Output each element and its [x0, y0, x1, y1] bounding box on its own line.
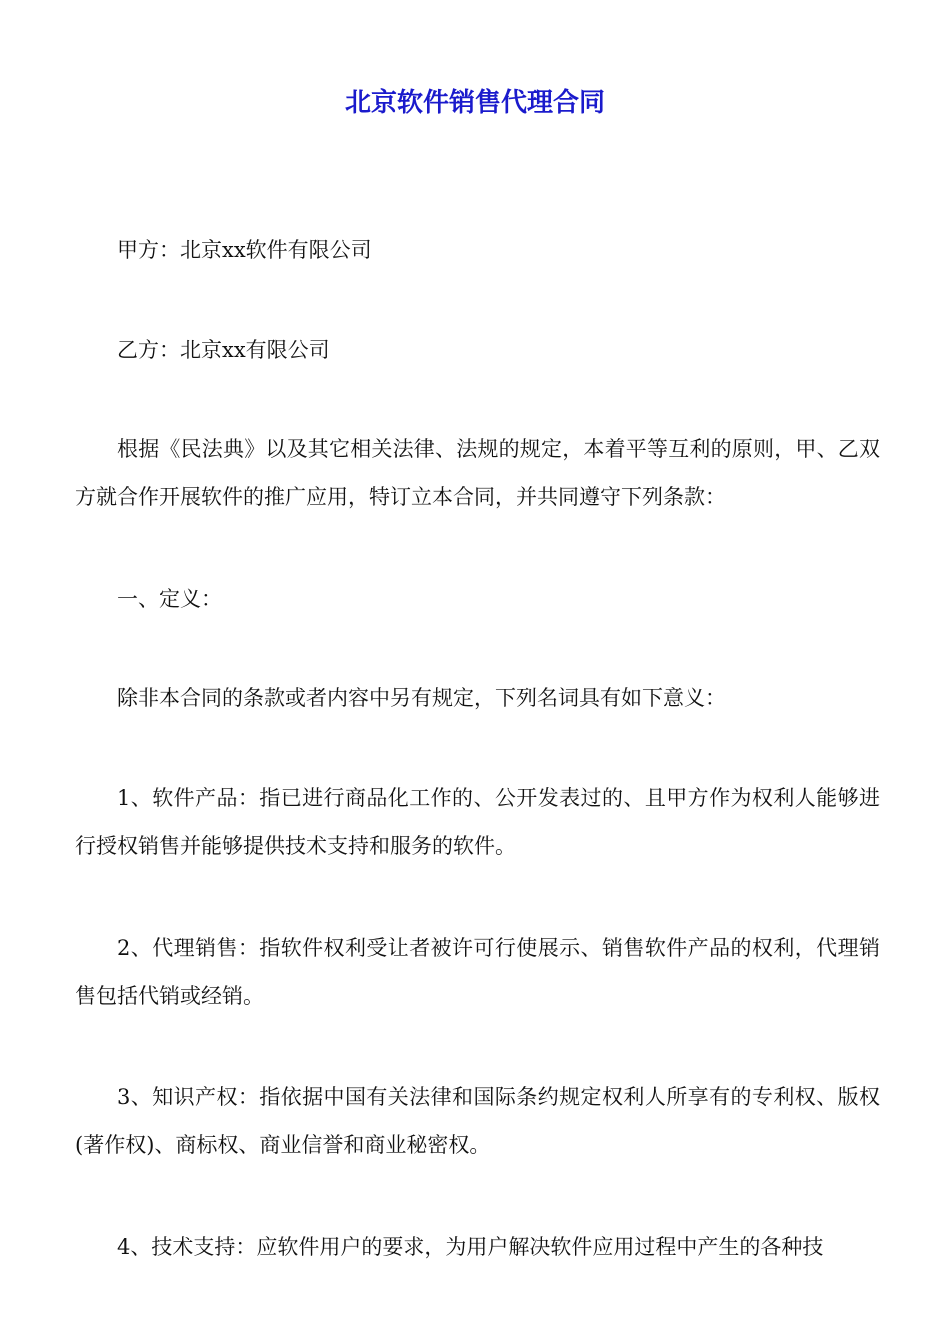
preamble-paragraph: 根据《民法典》以及其它相关法律、法规的规定，本着平等互利的原则，甲、乙双方就合作开展软件的推广应用，特订立本合同，并共同遵守下列条款：: [75, 437, 880, 509]
definition-item-1: 1、软件产品：指已进行商品化工作的、公开发表过的、且甲方作为权利人能够进行授权销售并能够提供技术支持和服务的软件。: [75, 786, 880, 858]
definition-item-4: 4、技术支持：应软件用户的要求，为用户解决软件应用过程中产生的各种技: [117, 1235, 824, 1259]
document-title: 北京软件销售代理合同: [344, 88, 605, 118]
definition-item-2: 2、代理销售：指软件权利受让者被许可行使展示、销售软件产品的权利，代理销售包括代销或经销。: [75, 936, 880, 1008]
definition-item-3: 3、知识产权：指依据中国有关法律和国际条约规定权利人所享有的专利权、版权(著作权)、商标权、商业信誉和商业秘密权。: [75, 1085, 880, 1157]
party-b-line: 乙方：北京xx有限公司: [117, 338, 330, 362]
section-heading-definitions: 一、定义：: [117, 587, 222, 611]
party-a-line: 甲方：北京xx软件有限公司: [117, 238, 372, 262]
definitions-intro-paragraph: 除非本合同的条款或者内容中另有规定，下列名词具有如下意义：: [117, 686, 726, 710]
